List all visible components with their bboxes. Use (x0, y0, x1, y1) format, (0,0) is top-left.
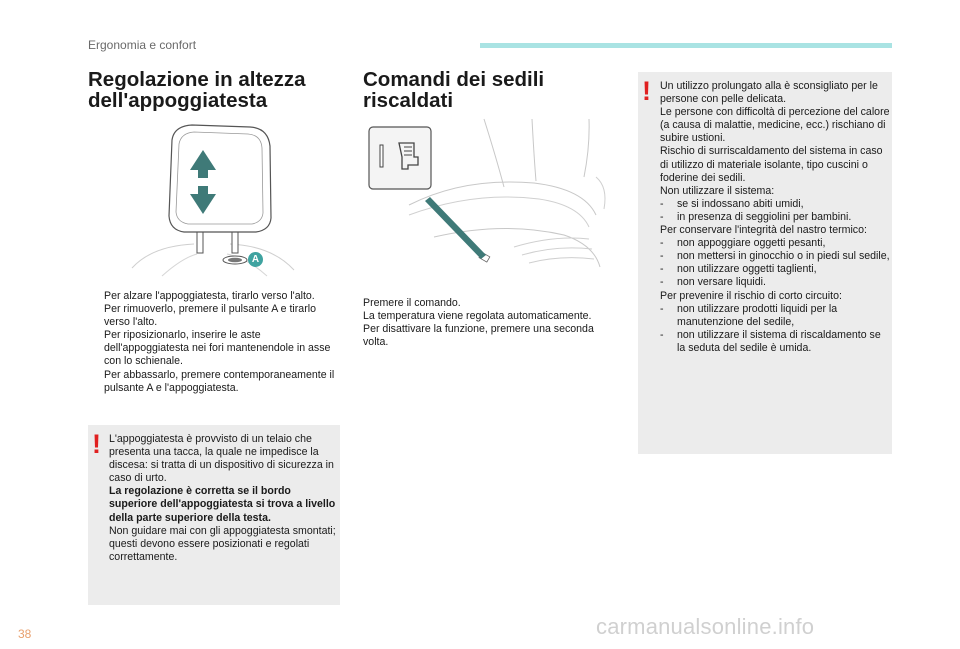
list-item: Per abbassarlo, premere contemporaneamente il pulsante A e l'appoggiatesta. (104, 368, 335, 394)
list-item: - in presenza di seggiolini per bambini. (660, 210, 852, 223)
list-item: - non mettersi in ginocchio o in piedi sul sedile, (660, 250, 890, 263)
list-item: Per alzare l'appoggiatesta, tirarlo verso l'alto. (104, 290, 315, 302)
watermark: carmanualsonline.info (596, 614, 815, 639)
headrest-warning-box (88, 425, 340, 605)
headrest-illustration (122, 118, 302, 280)
list-item: Per rimuoverlo, premere il pulsante A e tirarlo verso l'alto. (104, 303, 316, 329)
header-accent-bar (480, 43, 892, 48)
warning-text: L'appoggiatesta è provvisto di un telaio che presenta una tacca, la quale ne impedisce la discesa: si tratta di un dispositivo di sicurezza in caso di urto. La regolazione è corretta se il bordo superiore dell'appoggiatesta si trova a livello della parte superiore della testa. Non guidare mai con gli appoggiatesta smontati; questi devono essere posizionati e regolati correttamente. (109, 433, 336, 563)
list-item: - non utilizzare il sistema di riscaldamento se la seduta del sedile è umida. (660, 328, 881, 354)
short-circuit-list (660, 303, 890, 355)
warning-text: Un utilizzo prolungato alla è sconsigliato per le persone con pelle delicata. Le persone con difficoltà di percezione del calore (a causa di malattie, medicine, ecc.) rischiano di subire ustioni. Rischio di surriscaldamento del sistema in caso di utilizzo di materiale isolante, tipo cuscini o foderine dei sedili. Non utilizzare il sistema: - se si indossano abiti umidi, - in presenza di seggiolini per bambini. Per conservare l'integrità del nastro termico: - non appoggiare oggetti pesanti, - non mettersi in ginocchio o in piedi sul sedile, - non utilizzare oggetti taglienti, - non versare liquidi. Per prevenire il rischio di corto circuito: - non utilizzare prodotti liquidi per la manutenzione del sedile, - non utilizzare il sistema di riscaldamento se la seduta del sedile è umida. (660, 80, 890, 354)
headrest-instructions (88, 290, 343, 395)
heated-seats-warning-box (638, 72, 892, 454)
heated-seats-instructions: Premere il comando. La temperatura viene regolata automaticamente. Per disattivare la funzione, premere una seconda volta. (363, 297, 594, 349)
heated-seats-title: Comandi dei sedili riscaldati (363, 68, 545, 112)
section-title: Ergonomia e confort (88, 38, 197, 52)
heated-seat-illustration (364, 117, 616, 287)
warning-icon: ! (92, 429, 101, 459)
heating-band-list (660, 237, 890, 289)
list-item: - non versare liquidi. (660, 276, 766, 289)
no-use-list (660, 198, 890, 224)
headrest-title: Regolazione in altezza dell'appoggiatesta (88, 68, 306, 112)
list-item: - non utilizzare oggetti taglienti, (660, 263, 817, 276)
list-item: - non utilizzare prodotti liquidi per la manutenzione del sedile, (660, 302, 838, 328)
list-item: - se si indossano abiti umidi, (660, 197, 804, 210)
list-item: Per riposizionarlo, inserire le aste dell'appoggiatesta nei fori mantenendole in asse con lo schienale. (104, 329, 331, 368)
warning-icon: ! (642, 76, 651, 106)
list-item: - non appoggiare oggetti pesanti, (660, 237, 826, 250)
label-a-badge: A (248, 252, 263, 267)
page-number: 38 (18, 627, 32, 641)
